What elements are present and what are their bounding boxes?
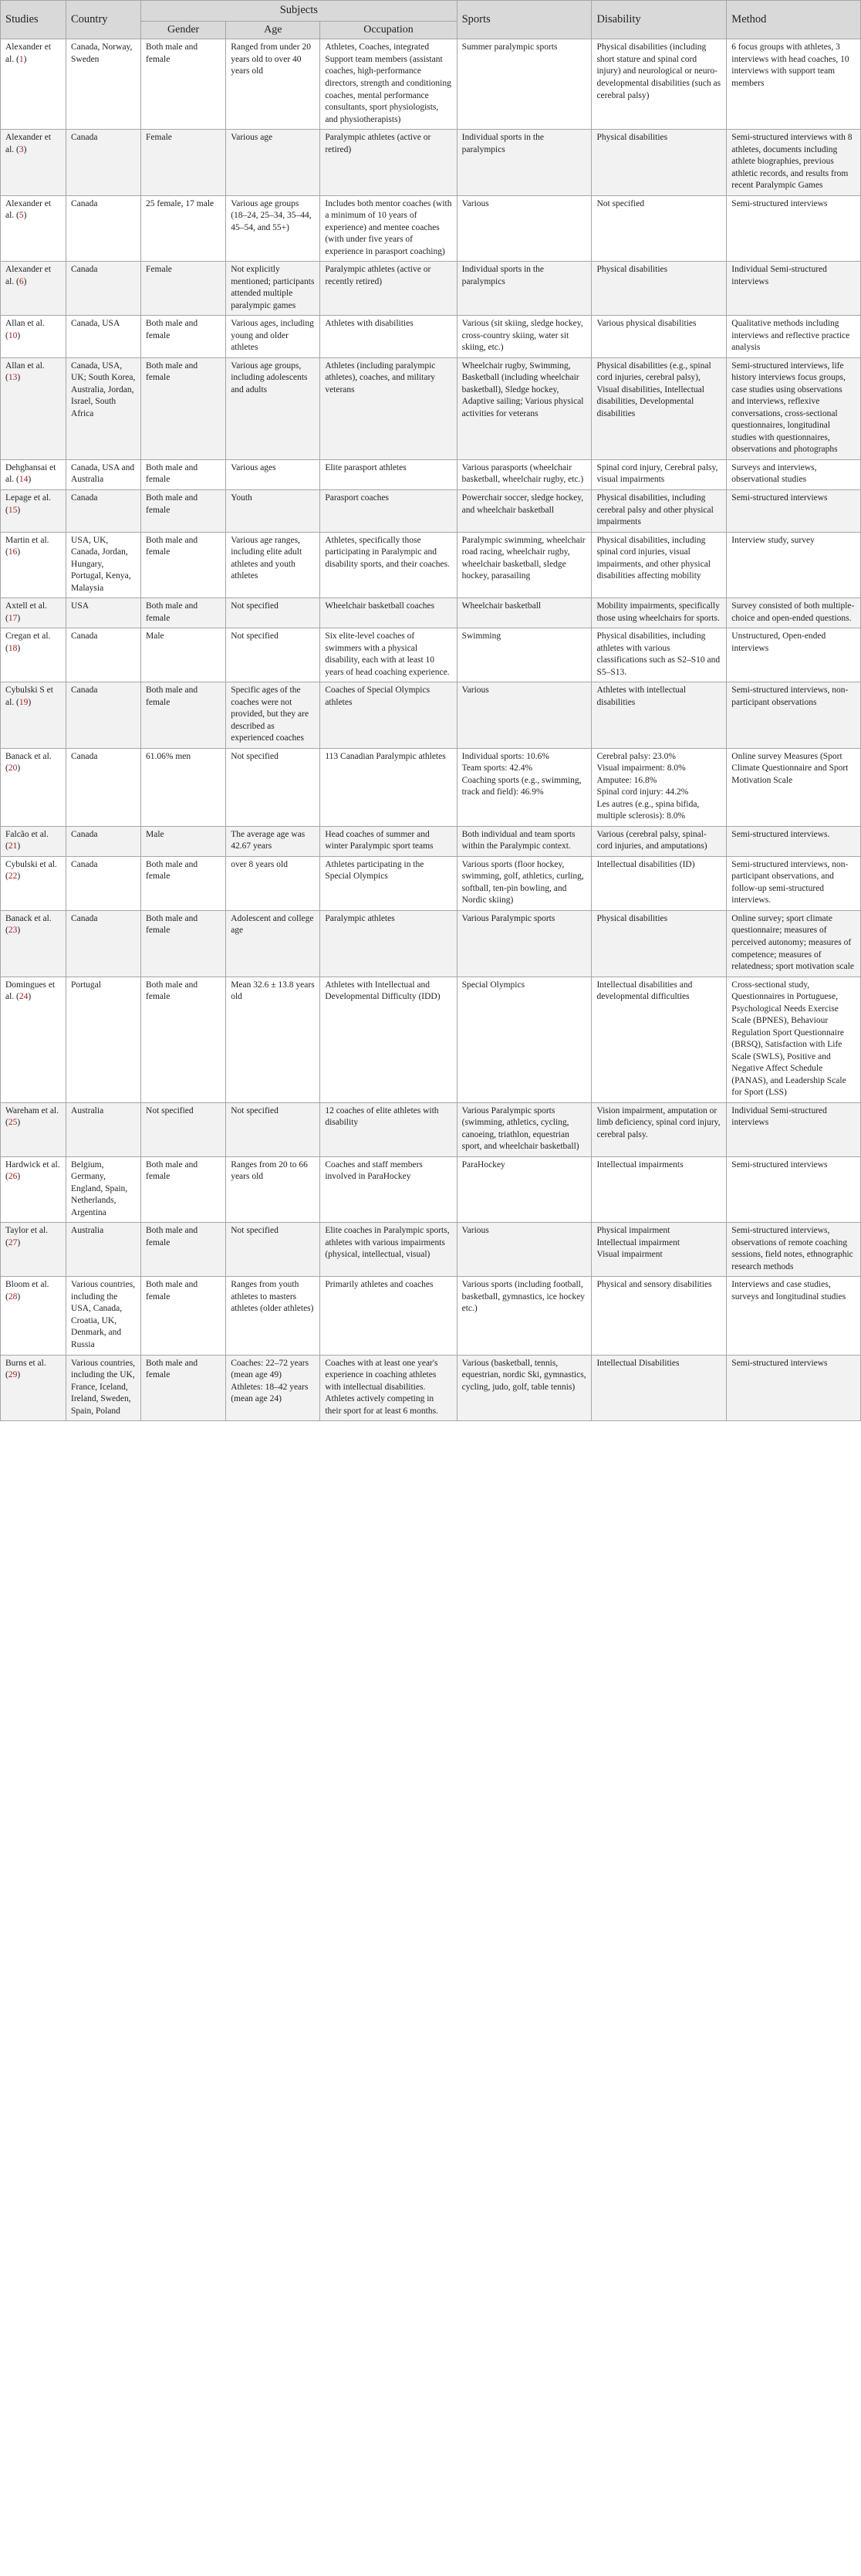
reference-link[interactable]: 13: [8, 373, 18, 383]
table-row: [1, 1277, 861, 1355]
cell-country: Canada: [66, 826, 141, 856]
table-row: [1, 856, 861, 910]
cell-age: Ranged from under 20 years old to over 40 years old: [226, 39, 320, 130]
cell-occupation: 12 coaches of elite athletes with disability: [320, 1102, 457, 1156]
cell-sports: Various: [457, 682, 592, 749]
cell-age: Adolescent and college age: [226, 910, 320, 977]
reference-link[interactable]: 14: [19, 475, 29, 485]
cell-study: [1, 1102, 66, 1156]
cell-occupation: Athletes (including paralympic athletes), coaches, and military veterans: [320, 357, 457, 459]
cell-occupation: Head coaches of summer and winter Paralympic sport teams: [320, 826, 457, 856]
cell-sports: Individual sports in the paralympics: [457, 262, 592, 316]
cell-age: Not specified: [226, 1223, 320, 1277]
cell-occupation: Athletes with Intellectual and Developmental Difficulty (IDD): [320, 977, 457, 1102]
table-row: [1, 682, 861, 749]
cell-gender: 61.06% men: [141, 748, 226, 826]
table-row: [1, 910, 861, 977]
table-row: [1, 195, 861, 262]
reference-link[interactable]: 3: [19, 144, 24, 154]
cell-gender: Both male and female: [141, 532, 226, 598]
reference-link[interactable]: 26: [8, 1172, 18, 1182]
study-author: Taylor et al. (: [5, 1226, 49, 1247]
cell-study: [1, 628, 66, 682]
cell-disability: Mobility impairments, specifically those using wheelchairs for sports.: [592, 598, 727, 628]
study-author: Burns et al. (: [5, 1358, 46, 1380]
header-sports: Sports: [457, 1, 592, 39]
cell-country: Canada, USA, UK; South Korea, Australia, Jordan, Israel, South Africa: [66, 357, 141, 459]
cell-occupation: Wheelchair basketball coaches: [320, 598, 457, 628]
study-author-close: ): [17, 330, 21, 340]
study-author: Cybulski S et al. (: [5, 685, 53, 707]
reference-link[interactable]: 23: [8, 926, 18, 936]
cell-disability: Physical disabilities: [592, 910, 727, 977]
cell-country: Various countries, including the UK, France, Iceland, Ireland, Sweden, Spain, Poland: [66, 1355, 141, 1421]
header-studies: Studies: [1, 1, 66, 39]
study-author: Axtell et al. (: [5, 601, 47, 623]
header-occupation: Occupation: [320, 21, 457, 39]
cell-gender: Both male and female: [141, 598, 226, 628]
cell-country: USA: [66, 598, 141, 628]
cell-study: [1, 598, 66, 628]
cell-disability: Physical disabilities, including cerebral palsy and other physical impairments: [592, 489, 727, 532]
study-author-close: ): [17, 1172, 21, 1182]
cell-method: Surveys and interviews, observational studies: [727, 459, 861, 489]
cell-study: [1, 262, 66, 316]
cell-age: Various age: [226, 130, 320, 196]
cell-sports: Various (sit skiing, sledge hockey, cross-country skiing, water sit skiing, etc.): [457, 316, 592, 358]
cell-country: Various countries, including the USA, Canada, Croatia, UK, Denmark, and Russia: [66, 1277, 141, 1355]
table-row: [1, 1156, 861, 1223]
cell-study: [1, 1156, 66, 1223]
cell-disability: Intellectual disabilities and developmental difficulties: [592, 977, 727, 1102]
study-author: Cregan et al. (: [5, 631, 51, 653]
cell-age: Various ages: [226, 459, 320, 489]
cell-country: Canada: [66, 856, 141, 910]
cell-occupation: Elite parasport athletes: [320, 459, 457, 489]
cell-disability: Cerebral palsy: 23.0% Visual impairment: 8.0% Amputee: 16.8% Spinal cord injury: 44.2% Les autres (e.g., spina bifida, multiple sclerosis): 8.0%: [592, 748, 727, 826]
cell-gender: Both male and female: [141, 910, 226, 977]
cell-country: Canada, USA: [66, 316, 141, 358]
cell-age: Various age ranges, including elite adult athletes and youth athletes: [226, 532, 320, 598]
cell-disability: Physical impairment Intellectual impairment Visual impairment: [592, 1223, 727, 1277]
table-row: [1, 628, 861, 682]
cell-sports: Various parasports (wheelchair basketball, wheelchair rugby, etc.): [457, 459, 592, 489]
reference-link[interactable]: 17: [8, 613, 18, 623]
table-row: [1, 977, 861, 1102]
cell-sports: Individual sports: 10.6% Team sports: 42.4% Coaching sports (e.g., swimming, track and field): 46.9%: [457, 748, 592, 826]
reference-link[interactable]: 21: [8, 841, 18, 851]
cell-study: [1, 1355, 66, 1421]
study-author: Hardwick et al. (: [5, 1159, 60, 1182]
cell-gender: 25 female, 17 male: [141, 195, 226, 262]
cell-disability: Not specified: [592, 195, 727, 262]
study-author: Alexander et al. (: [5, 198, 52, 221]
cell-occupation: 113 Canadian Paralympic athletes: [320, 748, 457, 826]
cell-country: Canada: [66, 682, 141, 749]
cell-disability: Athletes with intellectual disabilities: [592, 682, 727, 749]
cell-study: [1, 195, 66, 262]
cell-occupation: Paralympic athletes (active or recently retired): [320, 262, 457, 316]
study-author-close: ): [17, 841, 21, 851]
cell-occupation: Primarily athletes and coaches: [320, 1277, 457, 1355]
cell-disability: Physical disabilities: [592, 130, 727, 196]
cell-occupation: Paralympic athletes: [320, 910, 457, 977]
cell-country: Belgium, Germany, England, Spain, Netherlands, Argentina: [66, 1156, 141, 1223]
cell-age: Ranges from 20 to 66 years old: [226, 1156, 320, 1223]
cell-age: Not specified: [226, 628, 320, 682]
cell-gender: Male: [141, 628, 226, 682]
cell-occupation: Coaches of Special Olympics athletes: [320, 682, 457, 749]
cell-occupation: Coaches and staff members involved in ParaHockey: [320, 1156, 457, 1223]
cell-gender: Both male and female: [141, 489, 226, 532]
cell-method: Semi-structured interviews, non-participant observations: [727, 682, 861, 749]
reference-link[interactable]: 20: [8, 763, 18, 773]
cell-method: Semi-structured interviews: [727, 1156, 861, 1223]
study-author: Dehghansai et al. (: [5, 462, 56, 485]
reference-link[interactable]: 19: [19, 697, 29, 707]
cell-disability: Various (cerebral palsy, spinal-cord injuries, and amputations): [592, 826, 727, 856]
study-author-close: ): [28, 992, 32, 1002]
cell-study: [1, 130, 66, 196]
cell-sports: Both individual and team sports within the Paralympic context.: [457, 826, 592, 856]
cell-gender: Both male and female: [141, 39, 226, 130]
cell-method: Semi-structured interviews, non-participant observations, and follow-up semi-structured interviews.: [727, 856, 861, 910]
cell-disability: Physical disabilities: [592, 262, 727, 316]
study-author: Bloom et al. (: [5, 1280, 49, 1302]
cell-method: Semi-structured interviews, observations of remote coaching sessions, field notes, ethnographic research methods: [727, 1223, 861, 1277]
study-author-close: ): [17, 1291, 21, 1302]
reference-link[interactable]: 16: [8, 547, 18, 557]
study-author-close: ): [17, 872, 21, 882]
cell-country: Canada: [66, 195, 141, 262]
cell-age: Not explicitly mentioned; participants attended multiple paralympic games: [226, 262, 320, 316]
study-author: Allan et al. (: [5, 319, 45, 340]
study-author-close: ): [17, 643, 21, 653]
cell-country: Canada, Norway, Sweden: [66, 39, 141, 130]
table-row: [1, 130, 861, 196]
cell-gender: Both male and female: [141, 856, 226, 910]
cell-sports: Various sports (floor hockey, swimming, golf, athletics, curling, softball, ten-pin bowling, and Nordic skiing): [457, 856, 592, 910]
cell-age: over 8 years old: [226, 856, 320, 910]
study-author-close: ): [17, 373, 21, 383]
study-author-close: ): [17, 505, 21, 515]
cell-age: Youth: [226, 489, 320, 532]
reference-link[interactable]: 25: [8, 1118, 18, 1128]
table-row: [1, 1102, 861, 1156]
table-row: [1, 316, 861, 358]
table-row: [1, 1223, 861, 1277]
cell-occupation: Paralympic athletes (active or retired): [320, 130, 457, 196]
study-author-close: ): [17, 926, 21, 936]
cell-disability: Intellectual Disabilities: [592, 1355, 727, 1421]
study-author-close: ): [17, 763, 21, 773]
cell-study: [1, 910, 66, 977]
cell-sports: Powerchair soccer, sledge hockey, and wheelchair basketball: [457, 489, 592, 532]
cell-study: [1, 532, 66, 598]
cell-age: Various ages, including young and older athletes: [226, 316, 320, 358]
cell-gender: Female: [141, 262, 226, 316]
cell-sports: Special Olympics: [457, 977, 592, 1102]
study-author-close: ): [17, 613, 21, 623]
cell-method: Semi-structured interviews: [727, 489, 861, 532]
study-author-close: ): [23, 211, 27, 221]
cell-disability: Spinal cord injury, Cerebral palsy, visual impairments: [592, 459, 727, 489]
cell-study: [1, 977, 66, 1102]
cell-age: Ranges from youth athletes to masters athletes (older athletes): [226, 1277, 320, 1355]
reference-link[interactable]: 18: [8, 643, 18, 653]
cell-gender: Both male and female: [141, 682, 226, 749]
cell-gender: Both male and female: [141, 1355, 226, 1421]
study-author: Lepage et al. (: [5, 493, 52, 515]
cell-sports: Swimming: [457, 628, 592, 682]
cell-country: Canada: [66, 748, 141, 826]
cell-disability: Vision impairment, amputation or limb deficiency, spinal cord injury, cerebral palsy.: [592, 1102, 727, 1156]
study-author: Domingues et al. (: [5, 980, 56, 1002]
cell-country: Australia: [66, 1223, 141, 1277]
reference-link[interactable]: 24: [19, 992, 29, 1002]
reference-link[interactable]: 29: [8, 1370, 18, 1380]
cell-study: [1, 856, 66, 910]
cell-disability: Intellectual disabilities (ID): [592, 856, 727, 910]
study-author: Banack et al. (: [5, 751, 52, 773]
study-author: Alexander et al. (: [5, 42, 52, 64]
cell-gender: Both male and female: [141, 1277, 226, 1355]
cell-disability: Physical disabilities, including athletes with various classifications such as S2–S10 and S5–S13.: [592, 628, 727, 682]
table-row: [1, 459, 861, 489]
cell-method: Cross-sectional study, Questionnaires in Portuguese, Psychological Needs Exercise Scale (BPNES), Behaviour Regulation Sport Questionnaire (BRSQ), Satisfaction with Life Scale (SWLS), Positive and Negative Affect Schedule (PANAS), and Leadership Scale for Sport (LSS): [727, 977, 861, 1102]
reference-link[interactable]: 28: [8, 1291, 18, 1302]
header-method: Method: [727, 1, 861, 39]
cell-study: [1, 1223, 66, 1277]
cell-study: [1, 357, 66, 459]
header-gender: Gender: [141, 21, 226, 39]
table-row: [1, 262, 861, 316]
cell-sports: Various sports (including football, basketball, gymnastics, ice hockey etc.): [457, 1277, 592, 1355]
cell-sports: Paralympic swimming, wheelchair road racing, wheelchair rugby, wheelchair basketball, sledge hockey, parasailing: [457, 532, 592, 598]
study-author-close: ): [23, 276, 27, 286]
table-row: [1, 489, 861, 532]
table-row: [1, 357, 861, 459]
study-author-close: ): [23, 54, 27, 64]
cell-country: Canada: [66, 262, 141, 316]
cell-sports: Wheelchair basketball: [457, 598, 592, 628]
reference-link[interactable]: 1: [19, 54, 24, 64]
header-disability: Disability: [592, 1, 727, 39]
cell-disability: Physical disabilities (e.g., spinal cord injuries, cerebral palsy), Visual disabilities, Intellectual disabilities, Developmental disabilities: [592, 357, 727, 459]
cell-study: [1, 316, 66, 358]
reference-link[interactable]: 27: [8, 1237, 18, 1247]
cell-method: Semi-structured interviews: [727, 1355, 861, 1421]
cell-country: USA, UK, Canada, Jordan, Hungary, Portugal, Kenya, Malaysia: [66, 532, 141, 598]
cell-sports: Individual sports in the paralympics: [457, 130, 592, 196]
study-author: Cybulski et al. (: [5, 859, 57, 882]
cell-age: Coaches: 22–72 years (mean age 49) Athletes: 18–42 years (mean age 24): [226, 1355, 320, 1421]
study-author: Alexander et al. (: [5, 133, 52, 154]
cell-sports: Various Paralympic sports (swimming, athletics, cycling, canoeing, triathlon, equestrian sport, and wheelchair basketball): [457, 1102, 592, 1156]
cell-method: Online survey Measures (Sport Climate Questionnaire and Sport Motivation Scale: [727, 748, 861, 826]
cell-gender: Male: [141, 826, 226, 856]
cell-occupation: Athletes, Coaches, integrated Support team members (assistant coaches, high-performance directors, strength and conditioning coaches, mental performance consultants, sport physiologists, and physiotherapists): [320, 39, 457, 130]
study-author-close: ): [23, 144, 27, 154]
study-author-close: ): [17, 1370, 21, 1380]
study-author-close: ): [28, 475, 32, 485]
cell-method: Semi-structured interviews, life history interviews focus groups, case studies using observations and interviews, reflexive conversations, cross-sectional questionnaires, longitudinal studies with questionnaires, observations and photographs: [727, 357, 861, 459]
cell-age: Specific ages of the coaches were not provided, but they are described as experienced coaches: [226, 682, 320, 749]
cell-gender: Both male and female: [141, 1223, 226, 1277]
header-age: Age: [226, 21, 320, 39]
table-row: [1, 1355, 861, 1421]
cell-gender: Both male and female: [141, 316, 226, 358]
cell-method: Individual Semi-structured interviews: [727, 1102, 861, 1156]
cell-age: Not specified: [226, 1102, 320, 1156]
cell-age: Various age groups (18–24, 25–34, 35–44, 45–54, and 55+): [226, 195, 320, 262]
cell-occupation: Six elite-level coaches of swimmers with a physical disability, each with at least 10 years of head coaching experience.: [320, 628, 457, 682]
table-row: [1, 39, 861, 130]
cell-age: Not specified: [226, 598, 320, 628]
cell-method: Qualitative methods including interviews and reflective practice analysis: [727, 316, 861, 358]
cell-gender: Both male and female: [141, 977, 226, 1102]
cell-method: Individual Semi-structured interviews: [727, 262, 861, 316]
reference-link[interactable]: 6: [19, 276, 24, 286]
cell-occupation: Athletes, specifically those participating in Paralympic and disability sports, and their coaches.: [320, 532, 457, 598]
cell-country: Canada: [66, 628, 141, 682]
reference-link[interactable]: 22: [8, 872, 18, 882]
study-author: Martin et al. (: [5, 535, 49, 557]
study-author-close: ): [17, 1237, 21, 1247]
cell-occupation: Athletes with disabilities: [320, 316, 457, 358]
cell-gender: Both male and female: [141, 357, 226, 459]
cell-occupation: Athletes participating in the Special Olympics: [320, 856, 457, 910]
study-author: Wareham et al. (: [5, 1105, 59, 1128]
cell-method: Semi-structured interviews.: [727, 826, 861, 856]
table-row: [1, 532, 861, 598]
cell-method: Unstructured, Open-ended interviews: [727, 628, 861, 682]
cell-method: Interviews and case studies, surveys and longitudinal studies: [727, 1277, 861, 1355]
reference-link[interactable]: 5: [19, 211, 24, 221]
cell-country: Portugal: [66, 977, 141, 1102]
reference-link[interactable]: 15: [8, 505, 18, 515]
reference-link[interactable]: 10: [8, 330, 18, 340]
table-header: [1, 1, 861, 39]
cell-study: [1, 39, 66, 130]
cell-disability: Various physical disabilities: [592, 316, 727, 358]
study-author-close: ): [17, 1118, 21, 1128]
study-author-close: ): [28, 697, 32, 707]
cell-method: Online survey; sport climate questionnaire; measures of perceived autonomy; measures of competence; measures of relatedness; sport motivation scale: [727, 910, 861, 977]
cell-disability: Intellectual impairments: [592, 1156, 727, 1223]
cell-gender: Both male and female: [141, 1156, 226, 1223]
header-country: Country: [66, 1, 141, 39]
cell-sports: Various Paralympic sports: [457, 910, 592, 977]
study-author-close: ): [17, 547, 21, 557]
cell-study: [1, 748, 66, 826]
cell-study: [1, 826, 66, 856]
cell-age: Not specified: [226, 748, 320, 826]
header-subjects: Subjects: [141, 1, 458, 22]
study-author: Alexander et al. (: [5, 265, 52, 286]
cell-occupation: Parasport coaches: [320, 489, 457, 532]
cell-country: Australia: [66, 1102, 141, 1156]
cell-country: Canada: [66, 910, 141, 977]
cell-gender: Both male and female: [141, 459, 226, 489]
cell-method: Interview study, survey: [727, 532, 861, 598]
cell-sports: Various (basketball, tennis, equestrian, nordic Ski, gymnastics, cycling, judo, golf, table tennis): [457, 1355, 592, 1421]
cell-country: Canada: [66, 489, 141, 532]
cell-occupation: Includes both mentor coaches (with a minimum of 10 years of experience) and mentee coaches (with under five years of experience in parasport coaching): [320, 195, 457, 262]
cell-study: [1, 489, 66, 532]
cell-study: [1, 1277, 66, 1355]
cell-age: Mean 32.6 ± 13.8 years old: [226, 977, 320, 1102]
table-row: [1, 826, 861, 856]
cell-age: The average age was 42.67 years: [226, 826, 320, 856]
table-body: [1, 39, 861, 1421]
cell-sports: Summer paralympic sports: [457, 39, 592, 130]
cell-country: Canada, USA and Australia: [66, 459, 141, 489]
cell-gender: Not specified: [141, 1102, 226, 1156]
cell-disability: Physical disabilities (including short stature and spinal cord injury) and neurological or neuro-developmental disabilities (such as cerebral palsy): [592, 39, 727, 130]
cell-sports: Wheelchair rugby, Swimming, Basketball (including wheelchair basketball), Sledge hockey, Adaptive sailing; Various physical activities for veterans: [457, 357, 592, 459]
cell-sports: Various: [457, 1223, 592, 1277]
cell-disability: Physical disabilities, including spinal cord injuries, visual impairments, and other physical disabilities affecting mobility: [592, 532, 727, 598]
cell-method: Semi-structured interviews with 8 athletes, documents including athlete biographies, previous athletic records, and results from recent Paralympic Games: [727, 130, 861, 196]
study-author: Allan et al. (: [5, 361, 45, 383]
cell-age: Various age groups, including adolescents and adults: [226, 357, 320, 459]
cell-study: [1, 682, 66, 749]
cell-gender: Female: [141, 130, 226, 196]
cell-study: [1, 459, 66, 489]
table-row: [1, 598, 861, 628]
cell-method: 6 focus groups with athletes, 3 interviews with head coaches, 10 interviews with support team members: [727, 39, 861, 130]
cell-sports: ParaHockey: [457, 1156, 592, 1223]
cell-country: Canada: [66, 130, 141, 196]
study-author: Banack et al. (: [5, 913, 52, 936]
cell-method: Survey consisted of both multiple-choice and open-ended questions.: [727, 598, 861, 628]
cell-occupation: Elite coaches in Paralympic sports, athletes with various impairments (physical, intellectual, visual): [320, 1223, 457, 1277]
study-author: Falcão et al. (: [5, 829, 49, 851]
cell-sports: Various: [457, 195, 592, 262]
cell-occupation: Coaches with at least one year's experience in coaching athletes with intellectual disabilities. Athletes actively competing in their sport for at least 6 months.: [320, 1355, 457, 1421]
cell-method: Semi-structured interviews: [727, 195, 861, 262]
cell-disability: Physical and sensory disabilities: [592, 1277, 727, 1355]
table-row: [1, 748, 861, 826]
